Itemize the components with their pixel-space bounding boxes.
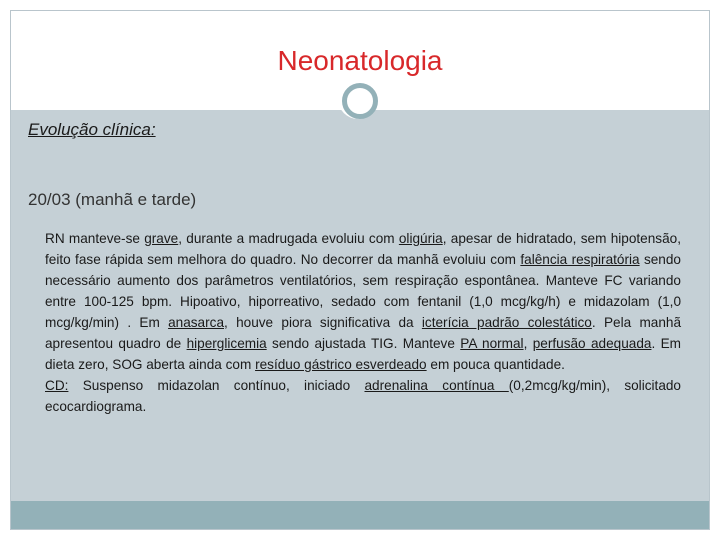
paragraph-run-2: , durante a madrugada evoluiu com <box>178 231 399 246</box>
paragraph-run-7: anasarca <box>168 315 224 330</box>
paragraph-run-4: , apesar de hidratado, sem hipotensão, feito fase rápida sem melhora do quadro. No decorrer da manhã evoluiu com <box>45 231 681 267</box>
cd-run-2: adrenalina contínua <box>364 378 509 393</box>
paragraph-run-13: PA normal <box>460 336 524 351</box>
date-line: 20/03 (manhã e tarde) <box>28 190 197 209</box>
bottom-bar <box>11 501 709 529</box>
clinical-text <box>45 228 681 417</box>
slide-title: Neonatologia <box>277 45 443 76</box>
paragraph-run-14: , <box>523 336 533 351</box>
ring-icon <box>342 83 378 119</box>
paragraph-run-6: sendo necessário aumento dos parâmetros ventilatórios, sem respiração espontânea. Manteve FC variando entre 100-125 bpm. Hipoativo, hiporreativo, sedado com fentanil (1,0 mcg/kg/h) e midazolam (1,0 mcg/kg/min) . Em <box>45 252 681 330</box>
paragraph-run-17: resíduo gástrico esverdeado <box>255 357 427 372</box>
paragraph-run-11: hiperglicemia <box>186 336 267 351</box>
evolution-paragraph <box>45 228 681 375</box>
cd-run-1: Suspenso midazolan contínuo, iniciado <box>68 378 365 393</box>
paragraph-run-18: em pouca quantidade. <box>426 357 565 372</box>
paragraph-run-16: . Em dieta zero, SOG aberta ainda com <box>45 336 682 372</box>
paragraph-run-15: perfusão adequada <box>532 336 652 351</box>
cd-run-3: (0,2mcg/kg/min), solicitado ecocardiograma. <box>45 378 681 414</box>
paragraph-run-9: icterícia padrão colestático <box>421 315 592 330</box>
paragraph-run-0: RN manteve-se <box>45 231 145 246</box>
paragraph-run-1: grave <box>144 231 179 246</box>
paragraph-run-3: oligúria <box>398 231 443 246</box>
cd-run-0: CD: <box>45 378 69 393</box>
paragraph-run-5: falência respiratória <box>520 252 640 267</box>
section-heading: Evolução clínica: <box>28 120 156 139</box>
conduct-paragraph <box>45 375 681 417</box>
paragraph-run-12: sendo ajustada TIG. Manteve <box>266 336 461 351</box>
paragraph-run-10: . Pela manhã apresentou quadro de <box>45 315 682 351</box>
paragraph-run-8: , houve piora significativa da <box>224 315 422 330</box>
